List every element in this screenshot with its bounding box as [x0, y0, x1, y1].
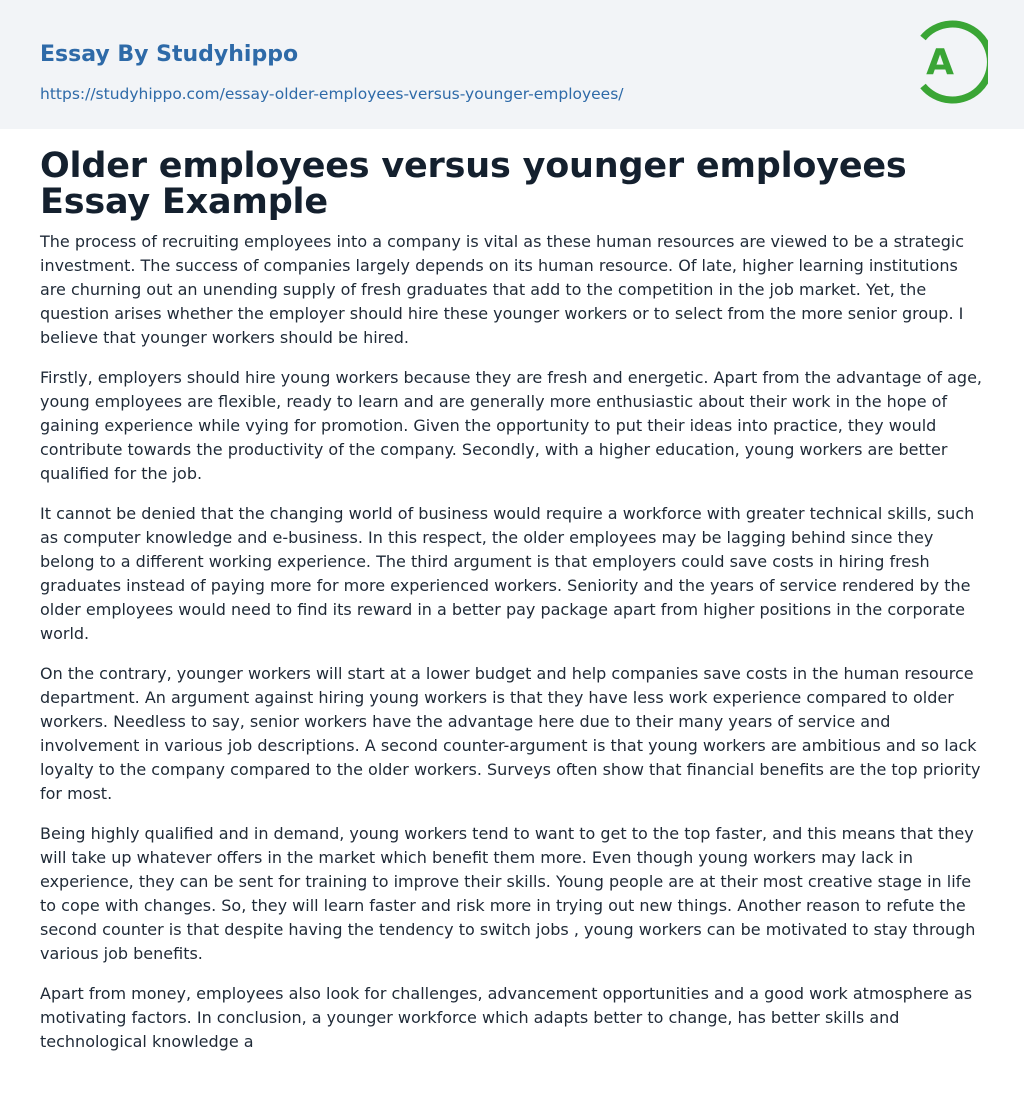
- site-name[interactable]: Essay By Studyhippo: [40, 42, 299, 67]
- article: [40, 148, 986, 1070]
- article-paragraph-3: It cannot be denied that the changing world of business would require a workforce with greater technical skills, such as computer knowledge and e-business. In this respect, the older employees may be lagging behind since they belong to a different working experience. The third argument is that employers could save costs in hiring fresh graduates instead of paying more for more experienced workers. Seniority and the years of service rendered by the older employees would need to find its reward in a better pay package apart from higher positions in the corporate world.: [40, 504, 975, 643]
- studyhippo-logo-icon[interactable]: [910, 18, 988, 106]
- article-title: Older employees versus younger employees Essay Example: [40, 146, 907, 222]
- article-paragraph-5: Being highly qualified and in demand, young workers tend to want to get to the top faster, and this means that they will take up whatever offers in the market which benefit them more. Even though young workers may lack in experience, they can be sent for training to improve their skills. Young people are at their most creative stage in life to cope with changes. So, they will learn faster and risk more in trying out new things. Another reason to refute the second counter is that despite having the tendency to switch jobs , young workers can be motivated to stay through various job benefits.: [40, 824, 976, 963]
- article-paragraph-6: Apart from money, employees also look for challenges, advancement opportunities and a good work atmosphere as motivating factors. In conclusion, a younger workforce which adapts better to change, has better skills and technological knowledge a: [40, 984, 973, 1051]
- article-paragraph-1: The process of recruiting employees into a company is vital as these human resources are viewed to be a strategic investment. The success of companies largely depends on its human resource. Of late, higher learning institutions are churning out an unending supply of fresh graduates that add to the competition in the job market. Yet, the question arises whether the employer should hire these younger workers or to select from the more senior group. I believe that younger workers should be hired.: [40, 232, 965, 347]
- article-paragraph-2: Firstly, employers should hire young workers because they are fresh and energetic. Apart from the advantage of age, young employees are flexible, ready to learn and are generally more enthusiastic about their work in the hope of gaining experience while vying for promotion. Given the opportunity to put their ideas into practice, they would contribute towards the productivity of the company. Secondly, with a higher education, young workers are better qualified for the job.: [40, 368, 982, 483]
- page-url-link[interactable]: https://studyhippo.com/essay-older-employees-versus-younger-employees/: [40, 85, 624, 103]
- site-header: [0, 0, 1024, 129]
- article-paragraph-4: On the contrary, younger workers will start at a lower budget and help companies save costs in the human resource department. An argument against hiring young workers is that they have less work experience compared to older workers. Needless to say, senior workers have the advantage here due to their many years of service and involvement in various job descriptions. A second counter-argument is that young workers are ambitious and so lack loyalty to the company compared to the older workers. Surveys often show that financial benefits are the top priority for most.: [40, 664, 981, 803]
- logo-letter: A: [926, 42, 954, 83]
